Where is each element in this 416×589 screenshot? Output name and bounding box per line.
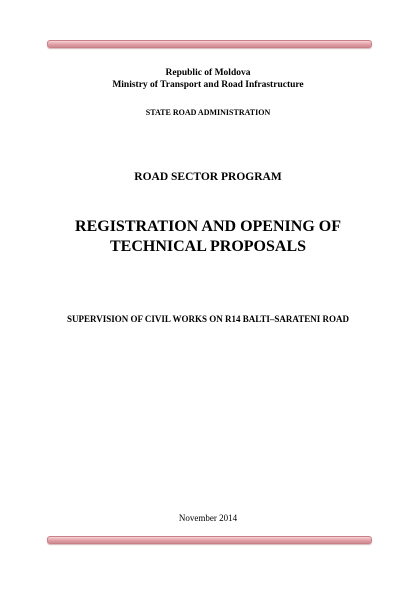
country-name: Republic of Moldova xyxy=(165,68,251,78)
bottom-decorative-bar xyxy=(47,536,372,544)
agency-name: STATE ROAD ADMINISTRATION xyxy=(145,108,271,117)
document-title-line-1: REGISTRATION AND OPENING OF xyxy=(75,218,341,235)
program-name: ROAD SECTOR PROGRAM xyxy=(134,171,282,183)
ministry-name: Ministry of Transport and Road Infrastructure xyxy=(112,80,304,90)
project-subject: SUPERVISION OF CIVIL WORKS ON R14 BALTI–SARATENI ROAD xyxy=(67,314,349,324)
top-decorative-bar xyxy=(47,40,372,48)
document-title-line-2: TECHNICAL PROPOSALS xyxy=(109,238,307,255)
document-date: November 2014 xyxy=(178,513,238,523)
